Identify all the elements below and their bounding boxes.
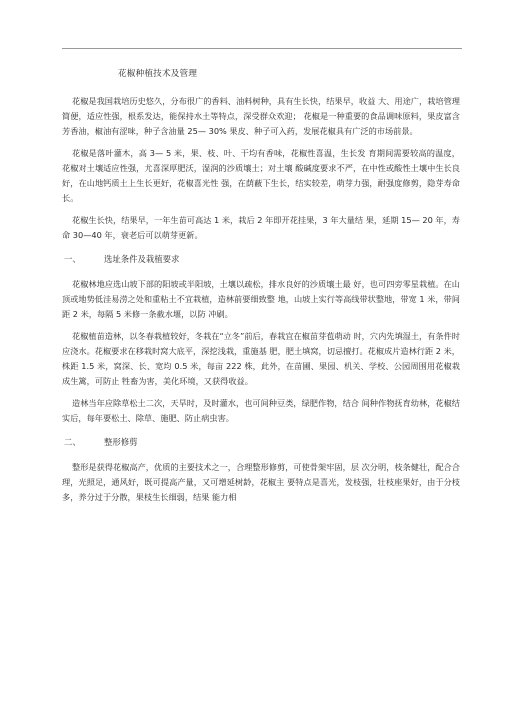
section-title: 整形修剪 bbox=[104, 437, 138, 447]
paragraph: 花椒生长快，结果早，一年生苗可高达 1 米，栽后 2 年即开花挂果，3 年大量结 果，延期 15— 20 年，寿命 30—40 年，衰老后可以萌芽更新。 bbox=[62, 215, 460, 240]
paragraph: 花椒林地应选山坡下部的阳坡或半阳坡，土壤以疏松，排水良好的沙质壤土最 好，也可四旁零星栽植。在山顶或地势低洼易涝之处和重粘土不宜栽植，造林前要细致整 地，山坡上实行等高线带状整地，带宽 1 米，带间距 2 米，每隔 5 米修一条截水堰，以防 冲刷。 bbox=[62, 279, 460, 319]
section-title: 选址条件及栽植要求 bbox=[104, 254, 180, 264]
paragraph: 造林当年应除草松土二次，天旱时，及时灌水，也可间种豆类，绿肥作物，结合 间种作物抚育幼林，花椒结实后，每年要松土、除草、施肥、防止病虫害。 bbox=[62, 398, 460, 423]
document-title: 花椒种植技术及管理 bbox=[118, 69, 198, 79]
section-heading-1 bbox=[64, 253, 460, 265]
section-heading-2 bbox=[64, 436, 460, 448]
section-number: 二、 bbox=[64, 437, 81, 447]
document-body bbox=[62, 68, 460, 512]
paragraph: 花椒是我国栽培历史悠久，分布很广的香料、油料树种，具有生长快，结果早，收益 大、用途广，栽培管理简便，适应性强，根系发达，能保持水土等特点，深受群众欢迎； 花椒是一种重要的食品调味原料，果皮富含芳香油，椒油有涩味，种子含油量 25— 30% 果皮、种子可入药，发展花椒具有广泛的市场前景。 bbox=[62, 96, 460, 136]
paragraph: 花椒是落叶灌木，高 3— 5 米，果、枝、叶、干均有香味，花椒性喜温，生长发 育期间需要较高的温度，花椒对土壤适应性强，尤喜深厚肥沃，湿润的沙质壤土；对土壤 酸碱度要求不严，在中性或酸性土壤中生长良好，在山地钙质土上生长更好，花椒喜光性 强，在荫蔽下生长，结实较差，萌芽力强，耐强度修剪，隐芽寿命长。 bbox=[62, 148, 460, 203]
section-number: 一、 bbox=[64, 254, 81, 264]
paragraph: 花椒植苗造林，以冬春栽植较好，冬栽在“立冬”前后，春栽宜在椒苗芽苞萌动 时，穴内先填湿土，有条件时应浇水。花椒要求在移栽时窝大底平，深挖浅栽，重施基 肥，肥土填窝，切忌擅打。花椒成片造林行距 2 米，株距 1.5 米，窝深、长、宽均 0.5 米，每亩 222 株，此外，在苗圃、果园、机关、学校、公园周围用花椒栽成生篱，可防止 牲畜为害，美化环境，又获得收益。 bbox=[62, 331, 460, 386]
header-rule bbox=[62, 48, 462, 49]
paragraph: 整形是获得花椒高产，优质的主要技术之一，合理整形修剪，可使骨架牢固，层 次分明，枝条健壮，配合合理，光照足，通风好，既可提高产量，又可增延树龄，花椒主 要特点是喜光，发枝强，壮枝座果好，由于分枝多，养分过于分散，果枝生长细弱，结果 能力相 bbox=[62, 462, 460, 502]
